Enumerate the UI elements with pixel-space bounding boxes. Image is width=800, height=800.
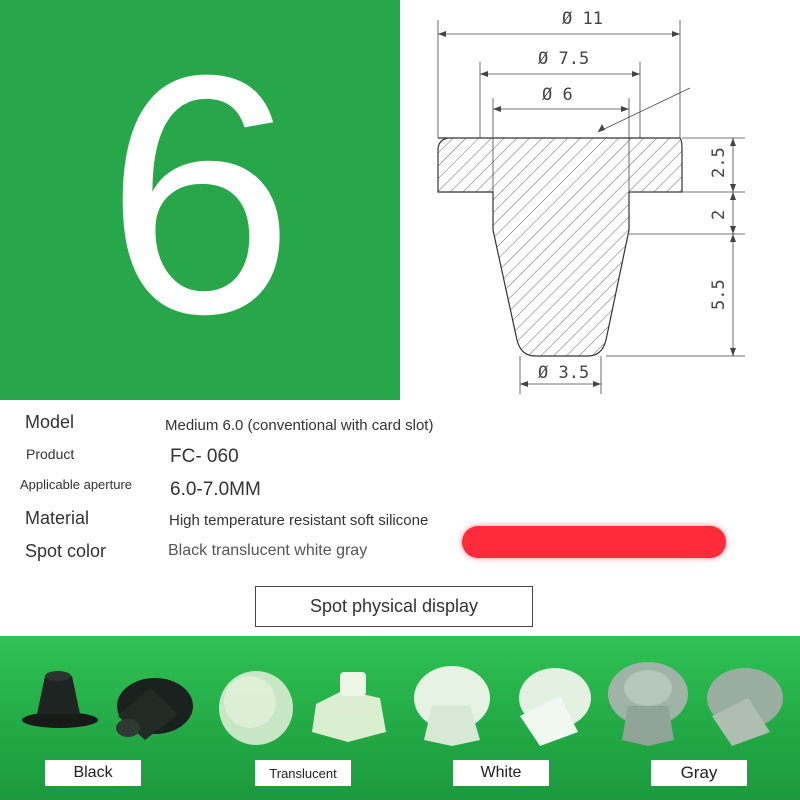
variant-label-translucent: Translucent (255, 760, 351, 786)
product-photo (0, 636, 800, 800)
translucent-grommet-top (219, 671, 293, 745)
red-color-swatch (462, 526, 726, 558)
spec-value-aperture: 6.0-7.0MM (170, 479, 261, 500)
dim-body-height: 5.5 (709, 279, 729, 310)
variant-label-black: Black (45, 760, 141, 786)
spec-value-color: Black translucent white gray (168, 542, 368, 559)
spec-value-material: High temperature resistant soft silicone (169, 512, 429, 529)
spec-label-product: Product (26, 446, 75, 462)
black-grommet-front (22, 671, 98, 728)
white-grommet-front (414, 666, 490, 746)
translucent-grommet-side (312, 672, 386, 742)
spec-value-product: FC- 060 (170, 446, 239, 467)
spec-value-model: Medium 6.0 (conventional with card slot) (165, 417, 434, 434)
dim-slot-height: 2 (709, 209, 729, 220)
dim-slot-diameter: Ø 7.5 (538, 49, 590, 69)
technical-drawing (400, 0, 800, 400)
gray-grommet-front (608, 662, 688, 746)
spec-label-model: Model (25, 412, 75, 432)
dim-cap-height: 2.5 (709, 147, 729, 178)
dim-tip-diameter: Ø 3.5 (538, 363, 590, 383)
dim-outer-diameter: Ø 11 (562, 9, 603, 29)
black-grommet-side (116, 678, 193, 740)
spec-label-color: Spot color (25, 541, 107, 561)
spec-label-material: Material (25, 508, 90, 528)
hero-panel (0, 0, 400, 400)
physical-display-button[interactable]: Spot physical display (255, 586, 533, 627)
variant-label-white: White (453, 760, 549, 786)
gray-grommet-side (707, 668, 783, 746)
spec-label-aperture: Applicable aperture (20, 477, 133, 492)
grommet-cross-section (438, 138, 682, 356)
variant-label-gray: Gray (651, 760, 747, 786)
dim-aperture-diameter: Ø 6 (542, 85, 573, 105)
white-grommet-side (519, 668, 591, 746)
size-number: 6 (105, 5, 295, 385)
